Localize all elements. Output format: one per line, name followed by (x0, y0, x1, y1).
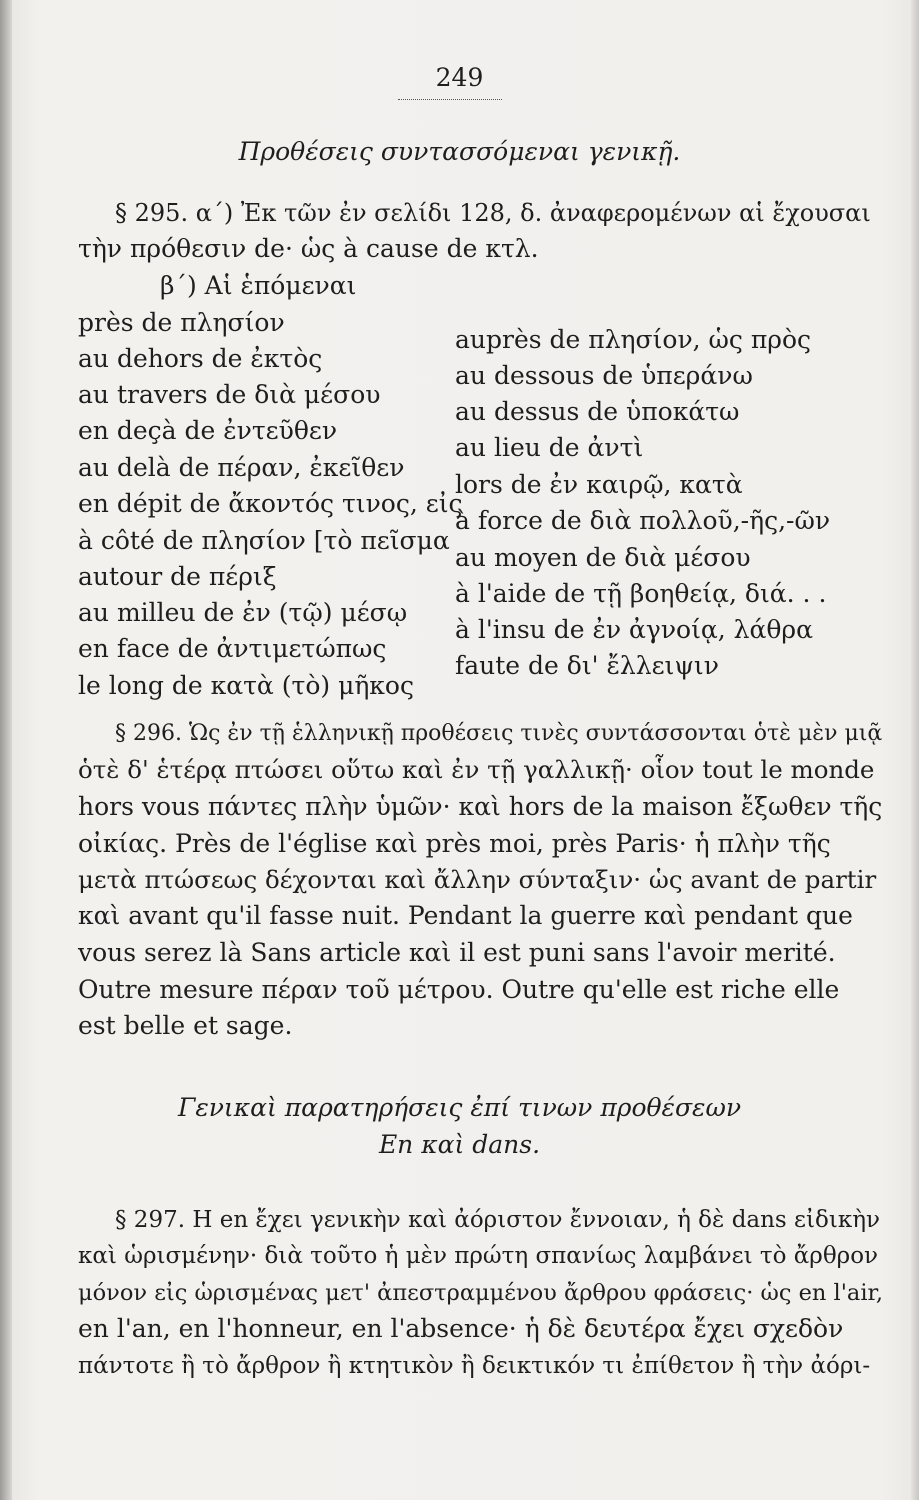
prep-right-item: à l'aide de τῇ βοηθείᾳ, διά. . . (455, 579, 827, 608)
p297-line: καὶ ὡρισμένην· διὰ τοῦτο ἡ μὲν πρώτη σπανίως λαμβάνει τὸ ἄρθρον (78, 1243, 879, 1269)
p297-line: en l'an, en l'honneur, en l'absence· ἡ δὲ δευτέρα ἔχει σχεδὸν (78, 1314, 844, 1343)
p296-line: μετὰ πτώσεως δέχονται καὶ ἄλλην σύνταξιν· ὡς avant de partir (78, 865, 877, 894)
p295-line-1: § 295. α΄) Ἐκ τῶν ἐν σελίδι 128, δ. ἀναφερομένων αἱ ἔχουσαι (115, 199, 871, 227)
prep-right-item: au lieu de ἀντὶ (455, 433, 644, 462)
p295-line-3: β΄) Αἱ ἑπόμεναι (160, 271, 357, 300)
prep-right-item: auprès de πλησίον, ὡς πρὸς (455, 325, 812, 354)
p297-line: μόνον εἰς ὡρισμένας μετ' ἀπεστραμμένου ἄρθρου φράσεις· ὡς en l'air, (78, 1280, 883, 1306)
prep-left-item: près de πλησίον (78, 308, 285, 337)
p296-line: οἰκίας. Près de l'église καὶ près moi, près Paris· ἡ πλὴν τῆς (78, 829, 831, 858)
p296-line: est belle et sage. (78, 1011, 293, 1040)
page-number-rule (398, 99, 502, 100)
prep-right-item: au dessus de ὑποκάτω (455, 397, 740, 426)
prep-right-item: au dessous de ὑπεράνω (455, 361, 753, 390)
prep-left-item: à côté de πλησίον [τὸ πεῖσμα (78, 526, 450, 555)
section-heading-genitive: Προθέσεις συντασσόμεναι γενικῇ. (238, 137, 681, 166)
page-number: 249 (435, 63, 484, 92)
prep-right-item: lors de ἐν καιρῷ, κατὰ (455, 470, 743, 499)
prep-right-item: à l'insu de ἐν ἀγνοίᾳ, λάθρα (455, 615, 814, 644)
p296-line: vous serez là Sans article καὶ il est puni sans l'avoir merité. (78, 938, 836, 967)
section-heading-observations: Γενικαὶ παρατηρήσεις ἐπί τινων προθέσεων (177, 1093, 742, 1122)
p296-line: hors vous πάντες πλὴν ὑμῶν· καὶ hors de la maison ἔξωθεν τῆς (78, 792, 883, 821)
p296-line: καὶ avant qu'il fasse nuit. Pendant la guerre καὶ pendant que (78, 901, 853, 930)
prep-left-item: en dépit de ἄκοντός τινος, εἰς (78, 489, 463, 518)
p297-line: § 297. Η en ἔχει γενικὴν καὶ ἀόριστον ἔννοιαν, ἡ δὲ dans εἰδικὴν (115, 1207, 880, 1233)
p296-line: Outre mesure πέραν τοῦ μέτρου. Outre qu'elle est riche elle (78, 975, 840, 1004)
p296-line: § 296. Ὡς ἐν τῇ ἑλληνικῇ προθέσεις τινὲς συντάσσονται ὁτὲ μὲν μιᾷ (115, 721, 883, 746)
p295-line-2: τὴν πρόθεσιν de· ὡς à cause de κτλ. (78, 234, 539, 263)
prep-left-item: au delà de πέραν, ἐκεῖθεν (78, 453, 405, 482)
p296-line: ὁτὲ δ' ἑτέρᾳ πτώσει οὕτω καὶ ἐν τῇ γαλλικῇ· οἷον tout le monde (78, 755, 875, 784)
prep-right-item: faute de δι' ἔλλειψιν (455, 651, 719, 680)
prep-left-item: au dehors de ἐκτὸς (78, 344, 323, 373)
prep-left-item: en deçà de ἐντεῦθεν (78, 416, 338, 445)
prep-left-item: en face de ἀντιμετώπως (78, 634, 387, 663)
page-binding-shadow (0, 0, 12, 1500)
section-heading-en-dans: En καὶ dans. (378, 1130, 541, 1159)
prep-right-item: au moyen de διὰ μέσου (455, 543, 751, 572)
prep-left-item: au milleu de ἐν (τῷ) μέσῳ (78, 598, 408, 627)
prep-left-item: autour de πέριξ (78, 562, 277, 591)
prep-left-item: au travers de διὰ μέσου (78, 380, 381, 409)
page-edge-shadow (911, 0, 919, 1500)
prep-left-item: le long de κατὰ (τὸ) μῆκος (78, 671, 414, 700)
prep-right-item: à force de διὰ πολλοῦ,-ῆς,-ῶν (455, 506, 831, 535)
p297-line: πάντοτε ἢ τὸ ἄρθρον ἢ κτητικὸν ἢ δεικτικόν τι ἐπίθετον ἢ τὴν ἀόρι- (78, 1353, 871, 1379)
